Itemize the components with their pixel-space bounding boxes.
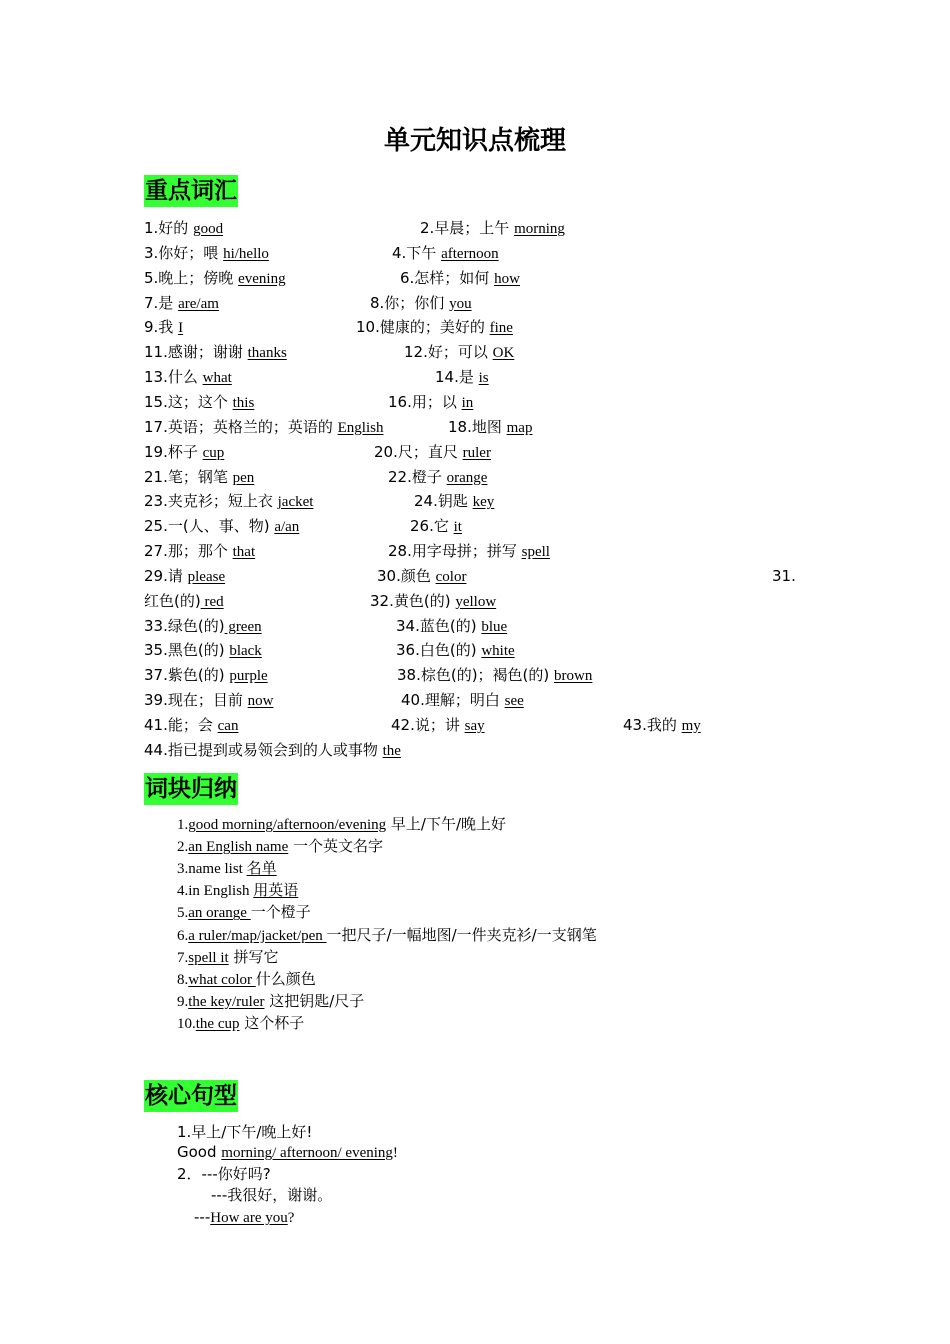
vocab-prompt: 25.一(人、事、物)	[144, 517, 275, 536]
vocab-item	[144, 468, 254, 487]
section-heading-vocab: 重点词汇	[144, 175, 238, 207]
phrase-number: 5.	[177, 905, 189, 922]
vocab-answer: black	[229, 643, 262, 660]
vocab-answer: yellow	[455, 593, 497, 610]
sentence-text: 1.早上/下午/晚上好!	[177, 1123, 313, 1141]
vocab-prompt: 19.杯子	[144, 442, 203, 461]
vocab-prompt: 32.黄色(的)	[370, 591, 456, 610]
vocab-item	[448, 418, 532, 437]
phrase-item	[177, 815, 506, 834]
vocab-answer: are/am	[178, 295, 219, 312]
vocab-prompt: 20.尺；直尺	[374, 442, 463, 461]
sentence-punct: !	[392, 1145, 398, 1161]
vocab-answer: is	[478, 370, 489, 387]
vocab-item	[144, 517, 299, 536]
vocab-answer: English	[337, 419, 384, 436]
vocab-prompt: 31.	[772, 566, 796, 585]
phrase-chinese: 拼写它	[228, 947, 279, 966]
vocab-answer: I	[178, 320, 184, 337]
phrase-english: what color	[188, 971, 256, 988]
phrase-chinese: 早上/下午/晚上好	[386, 815, 507, 833]
vocab-item	[144, 244, 269, 263]
phrase-number: 6.	[177, 927, 189, 944]
sentence-punct: ?	[287, 1210, 295, 1226]
vocab-prompt: 4.下午	[392, 243, 442, 262]
vocab-item	[377, 567, 466, 586]
vocab-item	[420, 219, 565, 238]
sentence-answer: morning/ afternoon/ evening	[221, 1145, 393, 1161]
vocab-prompt: 2.早晨；上午	[420, 219, 515, 237]
phrase-item	[177, 926, 597, 945]
phrase-number: 1.	[177, 817, 189, 833]
vocab-item	[144, 318, 183, 337]
vocab-answer: now	[247, 693, 274, 710]
vocab-answer: OK	[492, 345, 515, 362]
vocab-prompt: 10.健康的；美好的	[356, 318, 490, 337]
phrase-english: an English name	[188, 839, 289, 856]
vocab-item	[388, 542, 550, 561]
vocab-item	[144, 567, 225, 586]
vocab-prompt: 15.这；这个	[144, 392, 233, 411]
vocab-prompt: 28.用字母拼；拼写	[388, 542, 522, 561]
sentence-line	[194, 1208, 294, 1227]
phrase-item	[177, 837, 383, 856]
vocab-prompt: 13.什么	[144, 368, 203, 387]
vocab-prompt: 21.笔；钢笔	[144, 467, 233, 486]
vocab-prompt: 34.蓝色(的)	[396, 616, 482, 635]
phrase-item	[177, 948, 278, 967]
vocab-item	[144, 368, 232, 387]
vocab-prompt: 16.用；以	[388, 392, 462, 411]
vocab-item	[388, 468, 487, 487]
vocab-prompt: 40.理解；明白	[401, 691, 505, 710]
phrase-number: 10.	[177, 1015, 196, 1032]
phrase-number: 4.	[177, 883, 189, 900]
vocab-answer: orange	[446, 469, 488, 486]
phrase-chinese: 这把钥匙/尺子	[264, 991, 365, 1010]
vocab-answer: good	[193, 221, 224, 237]
vocab-prompt: 红色(的)	[144, 591, 201, 610]
phrase-item	[177, 903, 311, 922]
sentence-text: ---我很好，谢谢。	[211, 1186, 333, 1204]
phrase-number: 8.	[177, 971, 189, 988]
sentence-answer: How are you	[210, 1210, 288, 1226]
phrase-chinese: 这个杯子	[239, 1013, 305, 1032]
vocab-item	[388, 393, 473, 412]
vocab-prompt: 41.能；会	[144, 716, 218, 734]
vocab-item	[435, 368, 489, 387]
phrase-chinese: 什么颜色	[255, 969, 316, 988]
vocab-prompt: 12.好；可以	[404, 343, 493, 362]
phrase-number: 9.	[177, 993, 189, 1010]
vocab-prompt: 39.现在；目前	[144, 691, 248, 710]
vocab-item	[370, 592, 496, 611]
page-title: 单元知识点梳理	[383, 126, 566, 156]
vocab-item	[144, 492, 313, 511]
vocab-answer: morning	[514, 221, 565, 237]
section-heading-sentences: 核心句型	[144, 1080, 238, 1112]
vocab-item	[144, 641, 262, 660]
phrase-chinese: 一个英文名字	[288, 837, 384, 856]
vocab-prompt: 30.颜色	[377, 566, 436, 585]
vocab-answer: that	[232, 544, 256, 561]
vocab-item	[144, 343, 287, 362]
vocab-item	[144, 443, 224, 462]
phrase-number: 3.	[177, 861, 189, 878]
vocab-item	[144, 592, 224, 611]
vocab-prompt: 27.那；那个	[144, 542, 233, 561]
phrase-item	[177, 881, 298, 900]
phrase-chinese: 用英语	[253, 881, 299, 900]
phrase-english: in English	[188, 883, 254, 900]
sentence-text: Good	[177, 1143, 222, 1161]
phrase-english: the key/ruler	[188, 993, 265, 1010]
sentence-text: 2．---你好吗?	[177, 1165, 271, 1183]
section-heading-phrases: 词块归纳	[144, 773, 238, 805]
vocab-prompt: 3.你好；喂	[144, 243, 224, 262]
vocab-answer: color	[435, 568, 467, 585]
vocab-prompt: 24.钥匙	[414, 492, 473, 511]
vocab-answer: it	[453, 519, 462, 536]
vocab-answer: this	[232, 394, 255, 411]
sentence-line	[177, 1123, 312, 1142]
vocab-item	[401, 691, 524, 710]
vocab-item	[370, 294, 472, 313]
vocab-answer: in	[461, 394, 474, 411]
vocab-answer: spell	[521, 544, 550, 561]
vocab-item	[391, 716, 485, 735]
vocab-item	[396, 617, 507, 636]
vocab-answer: evening	[238, 270, 286, 287]
vocab-item	[144, 741, 401, 760]
vocab-answer: see	[504, 693, 524, 710]
vocab-answer: key	[472, 494, 495, 511]
vocab-item	[144, 542, 255, 561]
vocab-answer: green	[224, 618, 262, 635]
vocab-prompt: 1.好的	[144, 219, 194, 237]
vocab-item	[144, 418, 383, 437]
vocab-item	[410, 517, 462, 536]
phrase-english: a ruler/map/jacket/pen	[188, 927, 327, 944]
vocab-answer: map	[506, 419, 533, 436]
phrase-item	[177, 859, 277, 878]
vocab-item	[144, 393, 254, 412]
vocab-answer: cup	[202, 444, 225, 461]
sentence-line	[177, 1165, 271, 1184]
vocab-item	[392, 244, 499, 263]
phrase-english: spell it	[188, 949, 229, 966]
vocab-prompt: 6.怎样；如何	[400, 268, 495, 287]
vocab-prompt: 23.夹克衫；短上衣	[144, 492, 278, 511]
vocab-prompt: 37.紫色(的)	[144, 666, 230, 685]
vocab-answer: hi/hello	[223, 245, 269, 262]
vocab-prompt: 11.感谢；谢谢	[144, 343, 248, 362]
vocab-item	[144, 269, 286, 288]
vocab-prompt: 17.英语；英格兰的；英语的	[144, 417, 338, 436]
vocab-prompt: 29.请	[144, 566, 188, 585]
vocab-answer: can	[217, 718, 239, 734]
phrase-number: 2.	[177, 839, 189, 856]
vocab-prompt: 43.我的	[623, 716, 682, 734]
vocab-answer: how	[494, 270, 520, 287]
vocab-item	[772, 567, 796, 586]
vocab-item	[400, 269, 520, 288]
vocab-prompt: 7.是	[144, 293, 179, 312]
phrase-chinese: 名单	[246, 859, 277, 878]
vocab-item	[396, 641, 515, 660]
phrase-chinese: 一个橙子	[250, 903, 311, 922]
vocab-item	[144, 716, 238, 735]
phrase-item	[177, 1014, 304, 1033]
vocab-prompt: 26.它	[410, 517, 454, 536]
vocab-answer: red	[200, 593, 224, 610]
vocab-answer: pen	[232, 469, 255, 486]
vocab-prompt: 42.说；讲	[391, 716, 465, 734]
vocab-prompt: 5.晚上；傍晚	[144, 268, 239, 287]
vocab-answer: ruler	[462, 444, 491, 461]
vocab-item	[144, 294, 219, 313]
vocab-answer: the	[382, 742, 401, 759]
vocab-answer: brown	[554, 668, 593, 685]
vocab-item	[144, 666, 268, 685]
vocab-prompt: 44.指已提到或易领会到的人或事物	[144, 740, 383, 759]
vocab-answer: afternoon	[441, 245, 499, 262]
phrase-chinese: 一把尺子/一幅地图/一件夹克衫/一支钢笔	[326, 925, 597, 944]
vocab-answer: please	[187, 568, 226, 585]
vocab-prompt: 36.白色(的)	[396, 641, 482, 660]
vocab-prompt: 14.是	[435, 368, 479, 387]
vocab-answer: white	[481, 643, 515, 660]
phrase-english: an orange	[188, 905, 251, 922]
sentence-line	[177, 1143, 398, 1162]
vocab-item	[144, 219, 223, 238]
vocab-answer: a/an	[274, 519, 300, 536]
vocab-answer: say	[464, 718, 485, 734]
phrase-item	[177, 992, 364, 1011]
vocab-answer: thanks	[247, 345, 287, 362]
vocab-prompt: 8.你；你们	[370, 293, 450, 312]
sentence-text: ---	[194, 1208, 211, 1226]
phrase-english: good morning/afternoon/evening	[188, 817, 387, 833]
vocab-answer: what	[202, 370, 232, 387]
vocab-answer: fine	[489, 320, 513, 337]
vocab-prompt: 33.绿色(的)	[144, 616, 225, 635]
vocab-answer: purple	[229, 668, 268, 685]
vocab-prompt: 18.地图	[448, 417, 507, 436]
vocab-answer: blue	[481, 618, 508, 635]
vocab-prompt: 38.棕色(的)；褐色(的)	[397, 666, 555, 685]
vocab-answer: jacket	[277, 494, 314, 511]
vocab-item	[144, 691, 273, 710]
vocab-prompt: 22.橙子	[388, 467, 447, 486]
vocab-item	[144, 617, 262, 636]
phrase-english: name list	[188, 861, 247, 878]
vocab-prompt: 35.黑色(的)	[144, 641, 230, 660]
vocab-item	[414, 492, 494, 511]
phrase-number: 7.	[177, 949, 189, 966]
vocab-answer: you	[449, 295, 472, 312]
vocab-prompt: 9.我	[144, 318, 179, 337]
vocab-item	[404, 343, 514, 362]
phrase-english: the cup	[195, 1015, 240, 1032]
vocab-item	[374, 443, 491, 462]
vocab-item	[356, 318, 513, 337]
vocab-answer: my	[681, 718, 701, 734]
sentence-line	[211, 1186, 332, 1205]
phrase-item	[177, 970, 316, 989]
vocab-item	[623, 716, 701, 735]
vocab-item	[397, 666, 592, 685]
